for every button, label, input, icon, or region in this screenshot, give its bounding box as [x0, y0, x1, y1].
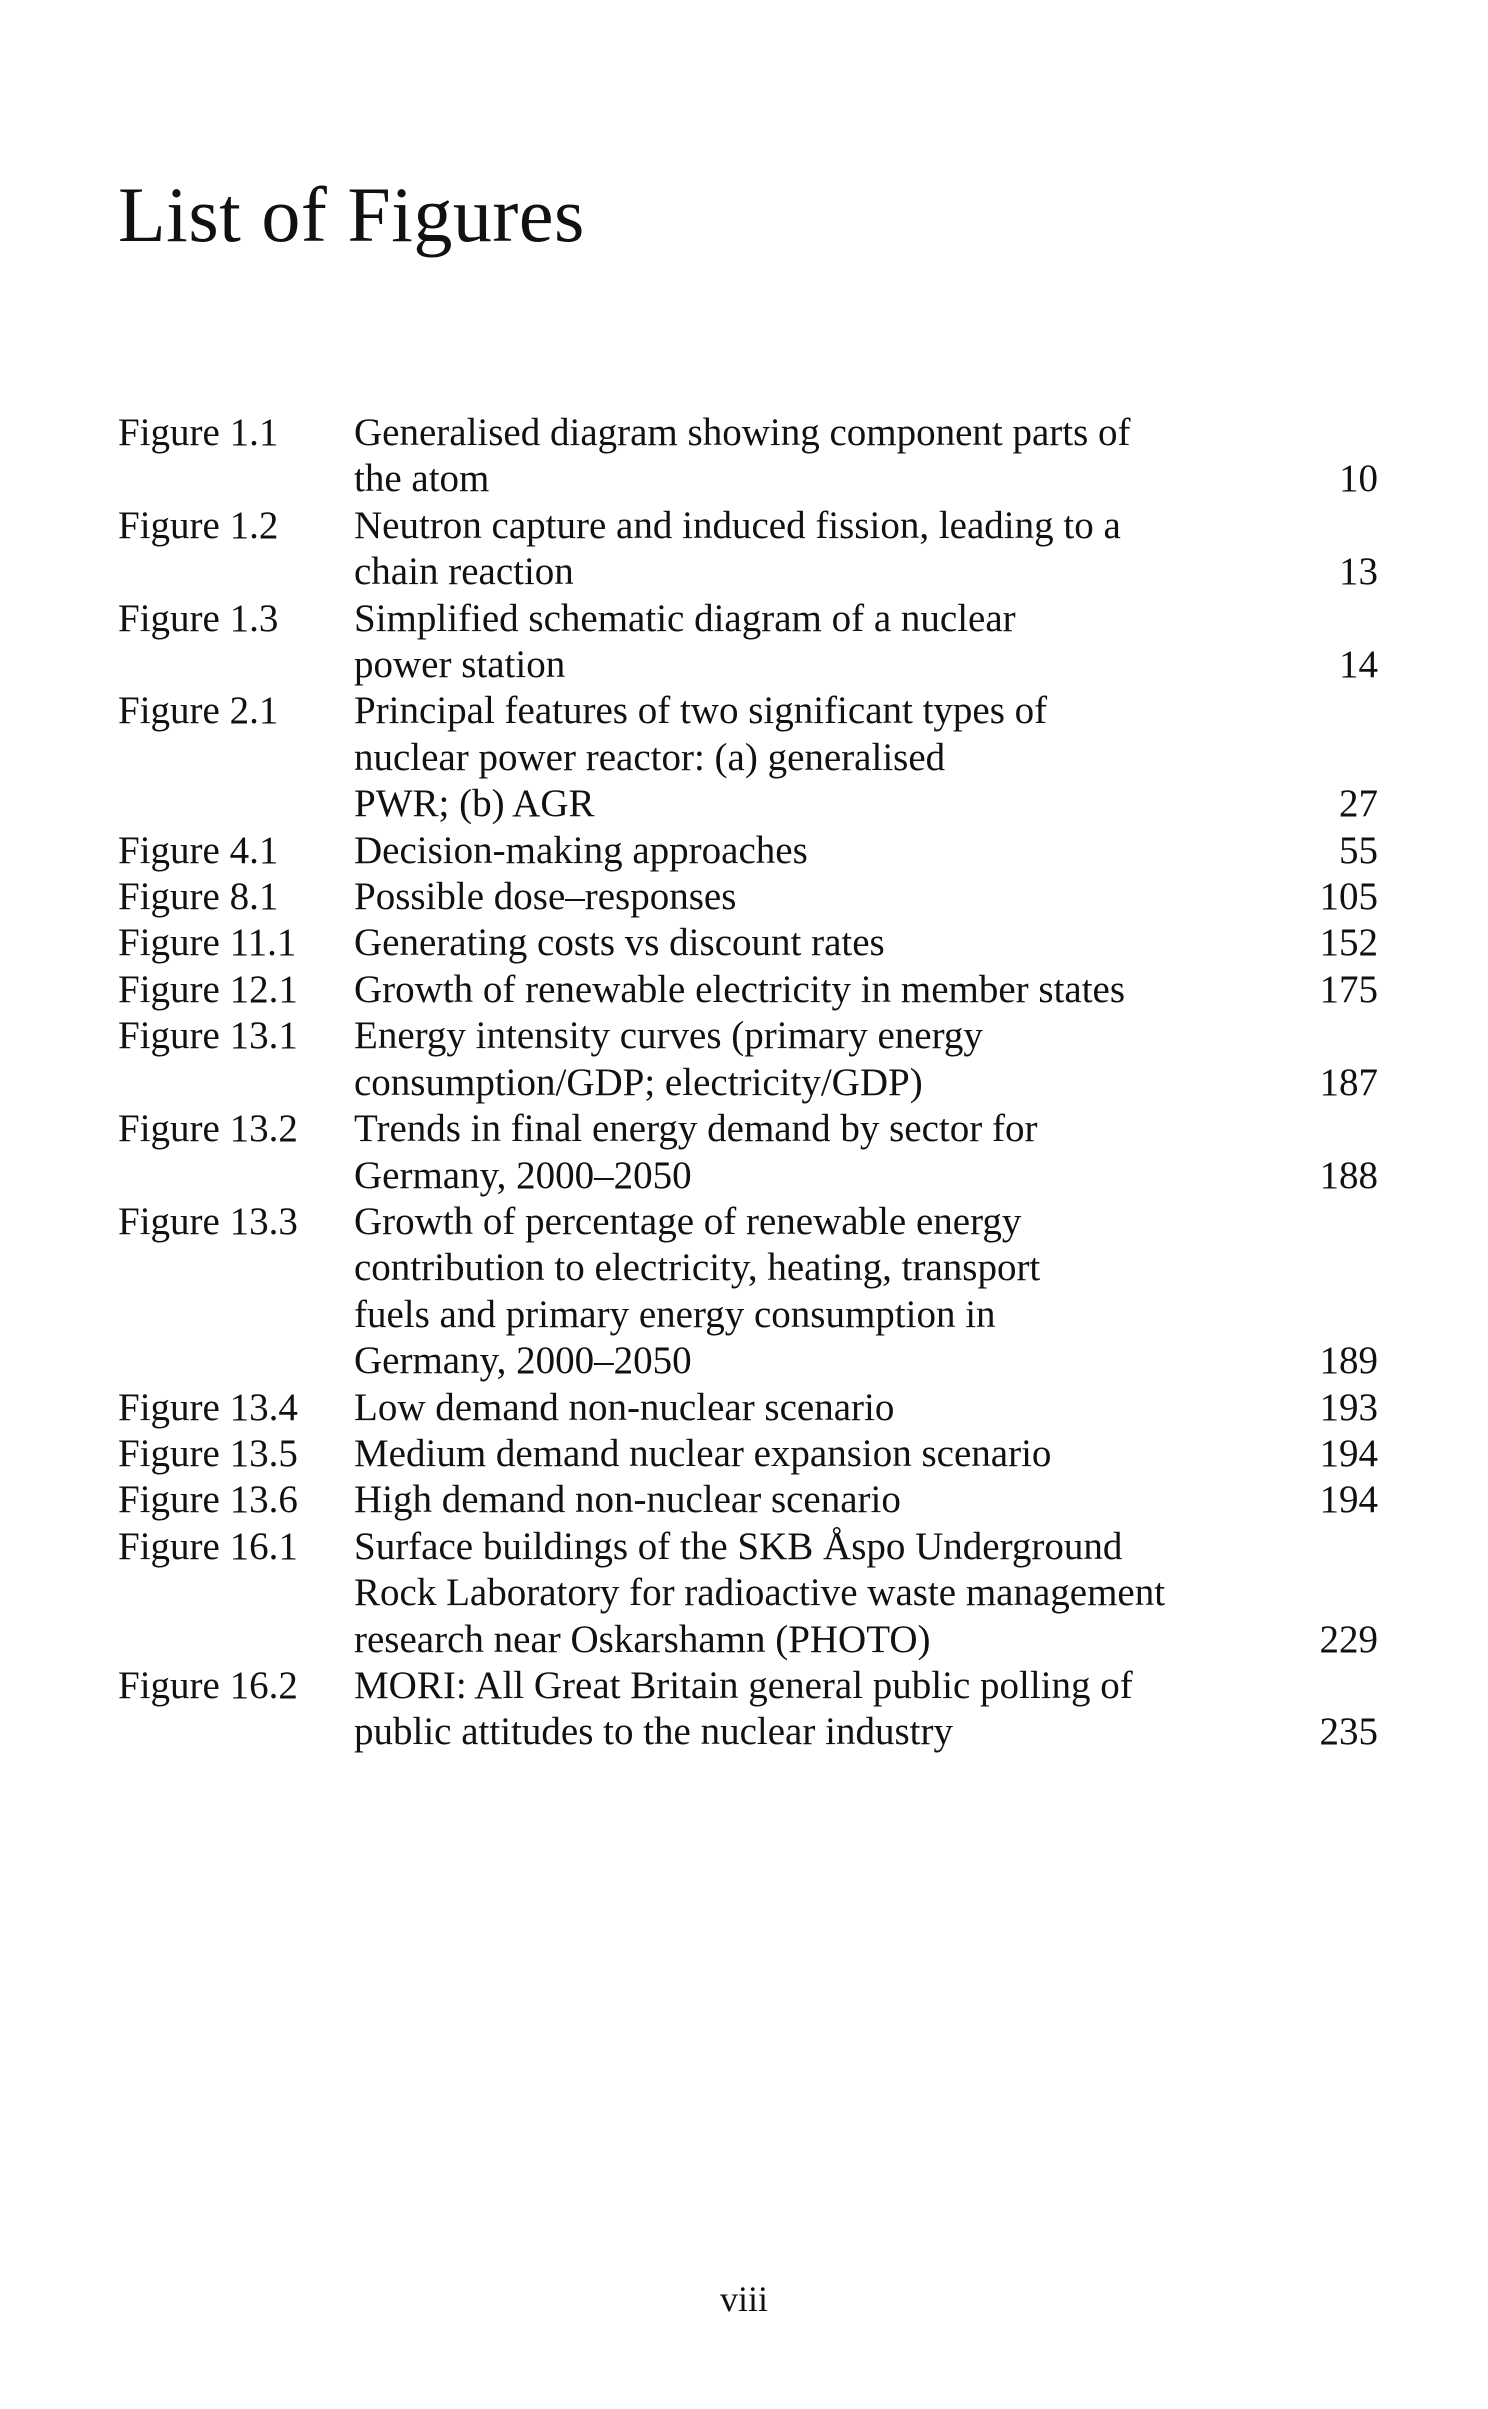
- figure-caption: Generating costs vs discount rates: [354, 921, 885, 965]
- figure-entry: [118, 1013, 1378, 1106]
- figure-entry: [118, 410, 1378, 503]
- figure-entry: [118, 1385, 1378, 1431]
- figure-label: Figure 13.1: [118, 1014, 298, 1058]
- figure-label: Figure 1.1: [118, 411, 279, 454]
- figure-entry: [118, 1477, 1378, 1523]
- figure-entry: [118, 874, 1378, 920]
- figure-entry: [118, 1199, 1378, 1385]
- figure-entry: [118, 1663, 1378, 1756]
- figure-caption: Energy intensity curves (primary energy consumption/GDP; electricity/GDP): [354, 1014, 983, 1104]
- figure-caption: Low demand non-nuclear scenario: [354, 1385, 895, 1429]
- figure-caption: High demand non-nuclear scenario: [354, 1478, 901, 1522]
- figure-label: Figure 13.2: [118, 1107, 298, 1151]
- figure-page-number: 229: [1319, 1617, 1378, 1661]
- figure-label: Figure 13.3: [118, 1199, 298, 1243]
- figure-page-number: 27: [1339, 782, 1378, 826]
- figure-caption: MORI: All Great Britain general public polling of public attitudes to the nuclear industry: [354, 1663, 1133, 1754]
- figure-label: Figure 1.2: [118, 503, 279, 547]
- figure-caption: Possible dose–responses: [354, 875, 737, 919]
- figure-label: Figure 2.1: [118, 689, 279, 733]
- figure-entry: [118, 1431, 1378, 1477]
- page-title: List of Figures: [118, 171, 585, 258]
- figure-page-number: 188: [1319, 1153, 1378, 1197]
- figure-entry: [118, 1106, 1378, 1199]
- page-number: viii: [719, 2279, 768, 2319]
- figure-page-number: 10: [1339, 457, 1378, 501]
- figure-page-number: 175: [1319, 967, 1378, 1011]
- figure-page-number: 187: [1319, 1060, 1378, 1104]
- figure-label: Figure 13.6: [118, 1478, 298, 1522]
- figure-list: [118, 410, 1378, 1756]
- figure-label: Figure 16.1: [118, 1524, 298, 1568]
- figure-label: Figure 13.4: [118, 1385, 298, 1429]
- figure-caption: Trends in final energy demand by sector for Germany, 2000–2050: [354, 1107, 1038, 1197]
- figure-caption: Surface buildings of the SKB Åspo Underground Rock Laboratory for radioactive waste management research near Oskarshamn (PHOTO): [354, 1524, 1166, 1661]
- figure-label: Figure 12.1: [118, 967, 298, 1011]
- figure-label: Figure 16.2: [118, 1663, 298, 1707]
- figure-entry: [118, 688, 1378, 827]
- figure-page-number: 55: [1339, 828, 1378, 872]
- figure-entry: [118, 596, 1378, 689]
- figure-page-number: 189: [1319, 1339, 1378, 1383]
- figure-caption: Growth of renewable electricity in member states: [354, 967, 1126, 1011]
- figure-caption: Simplified schematic diagram of a nuclear power station: [354, 596, 1016, 687]
- figure-label: Figure 8.1: [118, 875, 279, 919]
- figure-caption: Neutron capture and induced fission, leading to a chain reaction: [354, 503, 1121, 594]
- figure-page-number: 105: [1319, 875, 1378, 919]
- figure-page-number: 193: [1319, 1385, 1378, 1429]
- figure-label: Figure 1.3: [118, 596, 279, 640]
- figure-page-number: 235: [1319, 1710, 1378, 1754]
- figure-label: Figure 4.1: [118, 828, 279, 872]
- figure-caption: Medium demand nuclear expansion scenario: [354, 1431, 1052, 1475]
- figure-caption: Principal features of two significant types of nuclear power reactor: (a) generalised PWR; (b) AGR: [354, 689, 1048, 826]
- figure-entry: [118, 920, 1378, 966]
- figure-caption: Generalised diagram showing component parts of the atom: [354, 411, 1131, 501]
- figure-label: Figure 13.5: [118, 1431, 298, 1475]
- figure-caption: Growth of percentage of renewable energy contribution to electricity, heating, transport fuels and primary energy consumption in Germany, 2000–2050: [354, 1199, 1041, 1383]
- figure-page-number: 14: [1339, 643, 1378, 687]
- figure-caption: Decision-making approaches: [354, 828, 808, 872]
- figure-entry: [118, 828, 1378, 874]
- figure-page-number: 152: [1319, 921, 1378, 965]
- figure-page-number: 194: [1319, 1478, 1378, 1522]
- figure-entry: [118, 1524, 1378, 1663]
- figure-page-number: 194: [1319, 1431, 1378, 1475]
- figure-entry: [118, 503, 1378, 596]
- figure-entry: [118, 967, 1378, 1013]
- figure-label: Figure 11.1: [118, 921, 297, 965]
- figure-page-number: 13: [1339, 550, 1378, 594]
